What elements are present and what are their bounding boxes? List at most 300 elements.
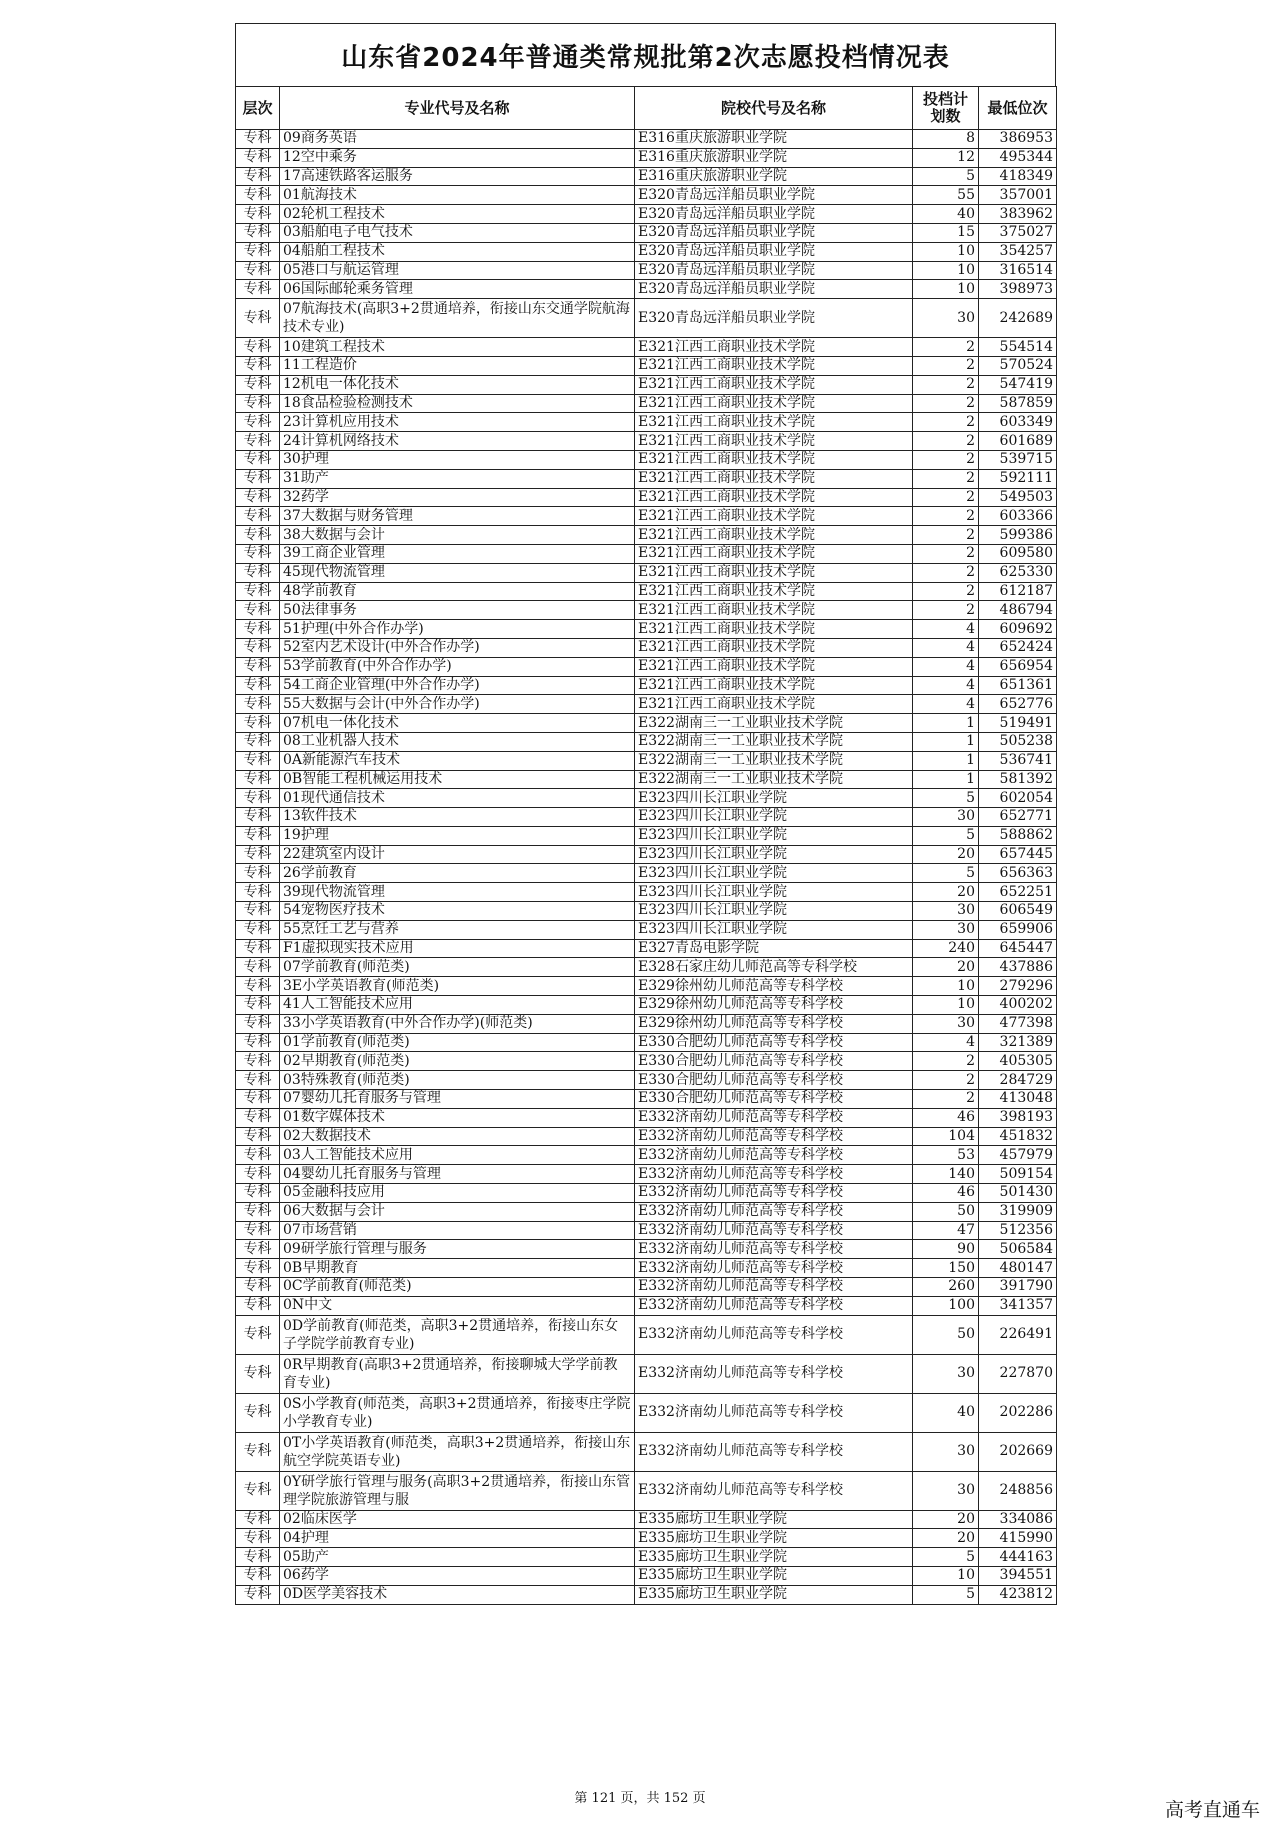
cell-level: 专科 [236, 770, 280, 789]
cell-plan: 10 [913, 996, 979, 1015]
cell-plan: 5 [913, 826, 979, 845]
cell-rank: 227870 [979, 1354, 1057, 1393]
cell-school: E332济南幼儿师范高等专科学校 [635, 1146, 913, 1165]
cell-rank: 444163 [979, 1548, 1057, 1567]
cell-plan: 5 [913, 1548, 979, 1567]
table-row [236, 526, 1057, 545]
cell-school: E327青岛电影学院 [635, 939, 913, 958]
cell-school: E321江西工商职业技术学院 [635, 394, 913, 413]
table-row [236, 223, 1057, 242]
cell-school: E321江西工商职业技术学院 [635, 507, 913, 526]
cell-major: 04婴幼儿托育服务与管理 [280, 1165, 635, 1184]
cell-major: 39工商企业管理 [280, 544, 635, 563]
cell-school: E332济南幼儿师范高等专科学校 [635, 1108, 913, 1127]
cell-rank: 394551 [979, 1567, 1057, 1586]
cell-major: 31助产 [280, 469, 635, 488]
cell-plan: 1 [913, 732, 979, 751]
cell-school: E321江西工商职业技术学院 [635, 356, 913, 375]
cell-plan: 10 [913, 242, 979, 261]
cell-rank: 319909 [979, 1202, 1057, 1221]
cell-rank: 581392 [979, 770, 1057, 789]
cell-rank: 657445 [979, 845, 1057, 864]
cell-plan: 260 [913, 1278, 979, 1297]
cell-school: E323四川长江职业学院 [635, 902, 913, 921]
cell-major: 0B智能工程机械运用技术 [280, 770, 635, 789]
cell-level: 专科 [236, 356, 280, 375]
cell-school: E322湖南三一工业职业技术学院 [635, 732, 913, 751]
cell-level: 专科 [236, 1354, 280, 1393]
cell-school: E321江西工商职业技术学院 [635, 526, 913, 545]
cell-plan: 5 [913, 789, 979, 808]
cell-major: 10建筑工程技术 [280, 338, 635, 357]
cell-major: 54宠物医疗技术 [280, 902, 635, 921]
cell-plan: 2 [913, 488, 979, 507]
cell-rank: 451832 [979, 1127, 1057, 1146]
cell-school: E321江西工商职业技术学院 [635, 620, 913, 639]
cell-major: 0B早期教育 [280, 1259, 635, 1278]
cell-plan: 1 [913, 751, 979, 770]
cell-school: E321江西工商职业技术学院 [635, 338, 913, 357]
cell-plan: 2 [913, 563, 979, 582]
cell-major: 07婴幼儿托育服务与管理 [280, 1090, 635, 1109]
table-row [236, 620, 1057, 639]
cell-level: 专科 [236, 732, 280, 751]
cell-rank: 418349 [979, 167, 1057, 186]
cell-level: 专科 [236, 394, 280, 413]
cell-school: E320青岛远洋船员职业学院 [635, 280, 913, 299]
cell-level: 专科 [236, 1014, 280, 1033]
cell-school: E321江西工商职业技术学院 [635, 469, 913, 488]
cell-plan: 15 [913, 223, 979, 242]
cell-rank: 415990 [979, 1529, 1057, 1548]
cell-major: 07市场营销 [280, 1221, 635, 1240]
cell-rank: 603349 [979, 413, 1057, 432]
cell-plan: 2 [913, 526, 979, 545]
cell-level: 专科 [236, 242, 280, 261]
table-row [236, 1127, 1057, 1146]
table-header-row [236, 87, 1057, 130]
cell-rank: 587859 [979, 394, 1057, 413]
cell-major: 30护理 [280, 450, 635, 469]
table-row [236, 356, 1057, 375]
cell-plan: 10 [913, 1567, 979, 1586]
table-row [236, 1108, 1057, 1127]
table-row [236, 394, 1057, 413]
cell-level: 专科 [236, 826, 280, 845]
table-row [236, 864, 1057, 883]
cell-major: 53学前教育(中外合作办学) [280, 657, 635, 676]
cell-rank: 536741 [979, 751, 1057, 770]
table-row [236, 299, 1057, 338]
table-row [236, 1165, 1057, 1184]
cell-level: 专科 [236, 1052, 280, 1071]
header-school: 院校代号及名称 [635, 87, 913, 130]
cell-school: E332济南幼儿师范高等专科学校 [635, 1202, 913, 1221]
cell-plan: 4 [913, 695, 979, 714]
table-row [236, 939, 1057, 958]
cell-plan: 30 [913, 902, 979, 921]
table-row [236, 770, 1057, 789]
cell-major: 06药学 [280, 1567, 635, 1586]
cell-level: 专科 [236, 1393, 280, 1432]
cell-plan: 4 [913, 620, 979, 639]
cell-major: 07航海技术(高职3+2贯通培养，衔接山东交通学院航海技术专业) [280, 299, 635, 338]
cell-major: 06国际邮轮乘务管理 [280, 280, 635, 299]
cell-level: 专科 [236, 864, 280, 883]
cell-plan: 2 [913, 544, 979, 563]
cell-major: 06大数据与会计 [280, 1202, 635, 1221]
cell-level: 专科 [236, 205, 280, 224]
cell-major: 37大数据与财务管理 [280, 507, 635, 526]
cell-plan: 2 [913, 469, 979, 488]
cell-plan: 90 [913, 1240, 979, 1259]
cell-rank: 357001 [979, 186, 1057, 205]
cell-school: E321江西工商职业技术学院 [635, 695, 913, 714]
cell-school: E321江西工商职业技术学院 [635, 432, 913, 451]
cell-rank: 588862 [979, 826, 1057, 845]
table-row [236, 920, 1057, 939]
cell-major: 07机电一体化技术 [280, 714, 635, 733]
cell-major: 08工业机器人技术 [280, 732, 635, 751]
cell-rank: 592111 [979, 469, 1057, 488]
header-plan: 投档计划数 [913, 87, 979, 130]
table-row [236, 1432, 1057, 1471]
table-row [236, 432, 1057, 451]
cell-rank: 554514 [979, 338, 1057, 357]
table-row [236, 563, 1057, 582]
table-row [236, 883, 1057, 902]
cell-school: E329徐州幼儿师范高等专科学校 [635, 996, 913, 1015]
cell-level: 专科 [236, 1221, 280, 1240]
cell-school: E329徐州幼儿师范高等专科学校 [635, 1014, 913, 1033]
cell-school: E323四川长江职业学院 [635, 920, 913, 939]
cell-school: E321江西工商职业技术学院 [635, 657, 913, 676]
cell-rank: 486794 [979, 601, 1057, 620]
cell-major: 23计算机应用技术 [280, 413, 635, 432]
page-footer: 第 121 页，共 152 页 [574, 1791, 706, 1806]
cell-rank: 509154 [979, 1165, 1057, 1184]
cell-rank: 519491 [979, 714, 1057, 733]
table-row [236, 450, 1057, 469]
cell-rank: 652251 [979, 883, 1057, 902]
cell-rank: 570524 [979, 356, 1057, 375]
cell-major: 26学前教育 [280, 864, 635, 883]
cell-major: 0D学前教育(师范类，高职3+2贯通培养，衔接山东女子学院学前教育专业) [280, 1315, 635, 1354]
cell-rank: 549503 [979, 488, 1057, 507]
table-row [236, 338, 1057, 357]
table-row [236, 1529, 1057, 1548]
cell-major: 09商务英语 [280, 130, 635, 149]
cell-level: 专科 [236, 1585, 280, 1604]
cell-level: 专科 [236, 1259, 280, 1278]
cell-level: 专科 [236, 958, 280, 977]
cell-rank: 652771 [979, 808, 1057, 827]
cell-school: E328石家庄幼儿师范高等专科学校 [635, 958, 913, 977]
cell-school: E323四川长江职业学院 [635, 789, 913, 808]
cell-plan: 1 [913, 714, 979, 733]
table-row [236, 130, 1057, 149]
cell-school: E321江西工商职业技术学院 [635, 450, 913, 469]
cell-level: 专科 [236, 676, 280, 695]
table-row [236, 1567, 1057, 1586]
table-row [236, 808, 1057, 827]
cell-school: E332济南幼儿师范高等专科学校 [635, 1221, 913, 1240]
cell-level: 专科 [236, 1033, 280, 1052]
cell-level: 专科 [236, 939, 280, 958]
cell-rank: 405305 [979, 1052, 1057, 1071]
cell-level: 专科 [236, 544, 280, 563]
table-row [236, 1202, 1057, 1221]
cell-plan: 100 [913, 1296, 979, 1315]
cell-school: E335廊坊卫生职业学院 [635, 1529, 913, 1548]
cell-level: 专科 [236, 883, 280, 902]
cell-level: 专科 [236, 1471, 280, 1510]
cell-school: E332济南幼儿师范高等专科学校 [635, 1240, 913, 1259]
cell-plan: 2 [913, 601, 979, 620]
cell-level: 专科 [236, 977, 280, 996]
cell-major: 51护理(中外合作办学) [280, 620, 635, 639]
cell-major: 05港口与航运管理 [280, 261, 635, 280]
cell-school: E321江西工商职业技术学院 [635, 488, 913, 507]
cell-school: E316重庆旅游职业学院 [635, 167, 913, 186]
cell-major: 02轮机工程技术 [280, 205, 635, 224]
cell-school: E321江西工商职业技术学院 [635, 638, 913, 657]
cell-major: 07学前教育(师范类) [280, 958, 635, 977]
cell-plan: 20 [913, 883, 979, 902]
cell-school: E320青岛远洋船员职业学院 [635, 242, 913, 261]
cell-rank: 248856 [979, 1471, 1057, 1510]
cell-plan: 10 [913, 977, 979, 996]
cell-level: 专科 [236, 413, 280, 432]
cell-major: 03人工智能技术应用 [280, 1146, 635, 1165]
table-row [236, 977, 1057, 996]
cell-school: E320青岛远洋船员职业学院 [635, 299, 913, 338]
cell-school: E332济南幼儿师范高等专科学校 [635, 1165, 913, 1184]
table-row [236, 507, 1057, 526]
cell-school: E332济南幼儿师范高等专科学校 [635, 1184, 913, 1203]
cell-school: E320青岛远洋船员职业学院 [635, 223, 913, 242]
cell-plan: 53 [913, 1146, 979, 1165]
cell-rank: 334086 [979, 1510, 1057, 1529]
cell-level: 专科 [236, 657, 280, 676]
cell-rank: 202669 [979, 1432, 1057, 1471]
cell-rank: 601689 [979, 432, 1057, 451]
table-row [236, 261, 1057, 280]
cell-rank: 599386 [979, 526, 1057, 545]
cell-school: E332济南幼儿师范高等专科学校 [635, 1315, 913, 1354]
cell-plan: 10 [913, 261, 979, 280]
cell-plan: 50 [913, 1202, 979, 1221]
cell-level: 专科 [236, 507, 280, 526]
cell-school: E323四川长江职业学院 [635, 883, 913, 902]
cell-level: 专科 [236, 1108, 280, 1127]
cell-level: 专科 [236, 695, 280, 714]
table-row [236, 601, 1057, 620]
cell-school: E322湖南三一工业职业技术学院 [635, 751, 913, 770]
cell-level: 专科 [236, 1278, 280, 1297]
cell-level: 专科 [236, 808, 280, 827]
cell-school: E321江西工商职业技术学院 [635, 375, 913, 394]
cell-level: 专科 [236, 620, 280, 639]
table-row [236, 1315, 1057, 1354]
cell-major: 12机电一体化技术 [280, 375, 635, 394]
cell-school: E321江西工商职业技术学院 [635, 413, 913, 432]
cell-rank: 609692 [979, 620, 1057, 639]
admission-table [235, 86, 1057, 1605]
cell-level: 专科 [236, 375, 280, 394]
cell-major: 0Y研学旅行管理与服务(高职3+2贯通培养，衔接山东管理学院旅游管理与服 [280, 1471, 635, 1510]
cell-major: 04护理 [280, 1529, 635, 1548]
cell-school: E316重庆旅游职业学院 [635, 148, 913, 167]
table-row [236, 544, 1057, 563]
cell-plan: 5 [913, 1585, 979, 1604]
cell-school: E320青岛远洋船员职业学院 [635, 261, 913, 280]
cell-plan: 20 [913, 1510, 979, 1529]
table-row [236, 280, 1057, 299]
table-row [236, 167, 1057, 186]
cell-plan: 47 [913, 1221, 979, 1240]
cell-rank: 652776 [979, 695, 1057, 714]
table-row [236, 1014, 1057, 1033]
cell-plan: 40 [913, 1393, 979, 1432]
header-rank: 最低位次 [979, 87, 1057, 130]
cell-rank: 375027 [979, 223, 1057, 242]
cell-level: 专科 [236, 1165, 280, 1184]
cell-plan: 50 [913, 1315, 979, 1354]
table-row [236, 1354, 1057, 1393]
cell-level: 专科 [236, 563, 280, 582]
cell-level: 专科 [236, 902, 280, 921]
cell-level: 专科 [236, 148, 280, 167]
cell-major: 52室内艺术设计(中外合作办学) [280, 638, 635, 657]
cell-level: 专科 [236, 1296, 280, 1315]
cell-school: E329徐州幼儿师范高等专科学校 [635, 977, 913, 996]
cell-major: 04船舶工程技术 [280, 242, 635, 261]
cell-level: 专科 [236, 432, 280, 451]
cell-major: 02大数据技术 [280, 1127, 635, 1146]
cell-school: E332济南幼儿师范高等专科学校 [635, 1354, 913, 1393]
table-row [236, 242, 1057, 261]
cell-major: 01数字媒体技术 [280, 1108, 635, 1127]
table-row [236, 657, 1057, 676]
cell-plan: 4 [913, 676, 979, 695]
cell-major: 55大数据与会计(中外合作办学) [280, 695, 635, 714]
cell-school: E332济南幼儿师范高等专科学校 [635, 1127, 913, 1146]
cell-plan: 2 [913, 356, 979, 375]
cell-major: 02临床医学 [280, 1510, 635, 1529]
table-row [236, 714, 1057, 733]
cell-level: 专科 [236, 1071, 280, 1090]
table-row [236, 1090, 1057, 1109]
cell-school: E321江西工商职业技术学院 [635, 582, 913, 601]
cell-major: 12空中乘务 [280, 148, 635, 167]
table-row [236, 1033, 1057, 1052]
cell-major: 55烹饪工艺与营养 [280, 920, 635, 939]
cell-major: 03船舶电子电气技术 [280, 223, 635, 242]
cell-plan: 2 [913, 582, 979, 601]
cell-level: 专科 [236, 845, 280, 864]
cell-plan: 240 [913, 939, 979, 958]
table-row [236, 375, 1057, 394]
cell-level: 专科 [236, 1510, 280, 1529]
cell-plan: 40 [913, 205, 979, 224]
cell-school: E323四川长江职业学院 [635, 826, 913, 845]
cell-level: 专科 [236, 1315, 280, 1354]
cell-major: 05助产 [280, 1548, 635, 1567]
cell-school: E323四川长江职业学院 [635, 845, 913, 864]
cell-plan: 5 [913, 167, 979, 186]
cell-plan: 8 [913, 130, 979, 149]
cell-level: 专科 [236, 714, 280, 733]
cell-level: 专科 [236, 223, 280, 242]
cell-major: 38大数据与会计 [280, 526, 635, 545]
cell-plan: 2 [913, 1071, 979, 1090]
cell-plan: 2 [913, 338, 979, 357]
cell-plan: 4 [913, 1033, 979, 1052]
cell-plan: 20 [913, 845, 979, 864]
cell-level: 专科 [236, 1548, 280, 1567]
cell-rank: 423812 [979, 1585, 1057, 1604]
cell-school: E332济南幼儿师范高等专科学校 [635, 1259, 913, 1278]
cell-rank: 651361 [979, 676, 1057, 695]
cell-level: 专科 [236, 1184, 280, 1203]
cell-school: E335廊坊卫生职业学院 [635, 1567, 913, 1586]
cell-level: 专科 [236, 601, 280, 620]
cell-major: 02早期教育(师范类) [280, 1052, 635, 1071]
cell-major: 45现代物流管理 [280, 563, 635, 582]
cell-rank: 398193 [979, 1108, 1057, 1127]
table-row [236, 1184, 1057, 1203]
cell-major: 0S小学教育(师范类，高职3+2贯通培养，衔接枣庄学院小学教育专业) [280, 1393, 635, 1432]
cell-school: E321江西工商职业技术学院 [635, 601, 913, 620]
cell-rank: 609580 [979, 544, 1057, 563]
cell-school: E321江西工商职业技术学院 [635, 563, 913, 582]
cell-plan: 12 [913, 148, 979, 167]
cell-major: 0T小学英语教育(师范类，高职3+2贯通培养，衔接山东航空学院英语专业) [280, 1432, 635, 1471]
table-row [236, 1278, 1057, 1297]
cell-plan: 20 [913, 1529, 979, 1548]
cell-level: 专科 [236, 1202, 280, 1221]
cell-rank: 386953 [979, 130, 1057, 149]
cell-level: 专科 [236, 130, 280, 149]
cell-level: 专科 [236, 299, 280, 338]
cell-plan: 30 [913, 1354, 979, 1393]
cell-level: 专科 [236, 1567, 280, 1586]
cell-plan: 2 [913, 394, 979, 413]
page-title: 山东省2024年普通类常规批第2次志愿投档情况表 [341, 42, 950, 73]
cell-major: 17高速铁路客运服务 [280, 167, 635, 186]
cell-school: E330合肥幼儿师范高等专科学校 [635, 1071, 913, 1090]
cell-rank: 539715 [979, 450, 1057, 469]
admission-table-sheet [235, 23, 1056, 1605]
table-row [236, 958, 1057, 977]
cell-rank: 512356 [979, 1221, 1057, 1240]
cell-school: E320青岛远洋船员职业学院 [635, 205, 913, 224]
cell-major: 33小学英语教育(中外合作办学)(师范类) [280, 1014, 635, 1033]
cell-major: 11工程造价 [280, 356, 635, 375]
cell-level: 专科 [236, 338, 280, 357]
cell-plan: 4 [913, 638, 979, 657]
title-box [235, 23, 1056, 86]
cell-rank: 284729 [979, 1071, 1057, 1090]
cell-school: E330合肥幼儿师范高等专科学校 [635, 1090, 913, 1109]
cell-level: 专科 [236, 920, 280, 939]
header-level: 层次 [236, 87, 280, 130]
cell-major: 32药学 [280, 488, 635, 507]
table-row [236, 1296, 1057, 1315]
cell-level: 专科 [236, 638, 280, 657]
table-row [236, 1071, 1057, 1090]
